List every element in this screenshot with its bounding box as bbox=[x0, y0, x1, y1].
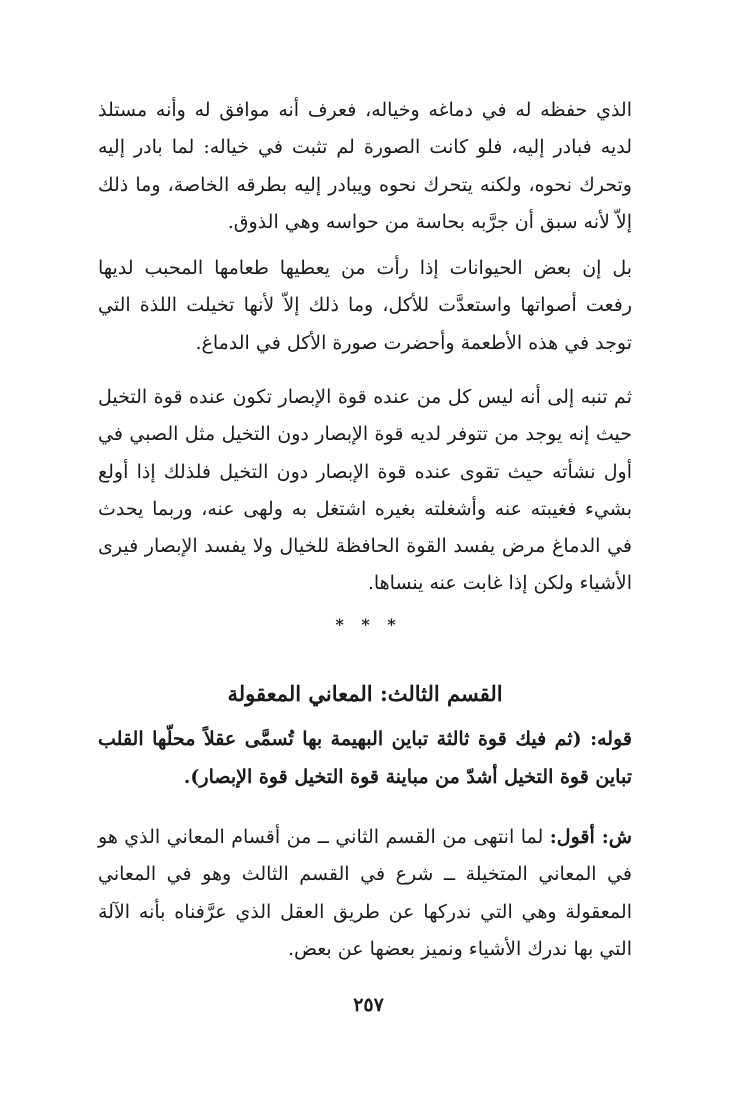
body-paragraph-1 bbox=[98, 92, 632, 241]
commentary-paragraph bbox=[98, 819, 632, 968]
section-separator: * * * bbox=[335, 615, 402, 634]
quoted-text: قوله: (ثم فيك قوة ثالثة تباين البهيمة بها تُسمَّى عقلاً محلّها القلب تباين قوة التخيل أشدّ من مباينة قوة التخيل قوة الإبصار). bbox=[98, 728, 632, 788]
paragraph-text: ثم تنبه إلى أنه ليس كل من عنده قوة الإبصار تكون عنده قوة التخيل حيث إنه يوجد من تتوفر لديه قوة الإبصار دون التخيل مثل الصبي في أول نشأته حيث تقوى عنده قوة الإبصار دون التخيل فلذلك إذا أولع بشيء فغيبته عنه وأشغلته بغيره اشتغل به ولهى عنه، وربما يحدث في الدماغ مرض يفسد القوة الحافظة للخيال ولا يفسد الإبصار فيرى الأشياء ولكن إذا غابت عنه ينساها. bbox=[98, 386, 632, 595]
paragraph-text: بل إن بعض الحيوانات إذا رأت من يعطيها طعامها المحبب لديها رفعت أصواتها واستعدَّت للأكل، وما ذلك إلاّ لأنها تخيلت اللذة التي توجد في هذه الأطعمة وأحضرت صورة الأكل في الدماغ. bbox=[98, 257, 632, 354]
commentary-text: لما انتهى من القسم الثاني ــ من أقسام المعاني الذي هو في المعاني المتخيلة ــ شرع في القسم الثالث وهو في المعاني المعقولة وهي التي ندركها عن طريق العقل الذي عرَّفناه بأنه الآلة التي بها ندرك الأشياء ونميز بعضها عن بعض. bbox=[98, 826, 632, 960]
section-heading: القسم الثالث: المعاني المعقولة bbox=[227, 681, 503, 706]
commentary-lead: ش: أقول: bbox=[549, 826, 632, 848]
body-paragraph-3 bbox=[98, 379, 632, 603]
body-paragraph-2 bbox=[98, 250, 632, 362]
paragraph-text: الذي حفظه له في دماغه وخياله، فعرف أنه موافق له وأنه مستلذ لديه فبادر إليه، فلو كانت الصورة لم تثبت في خياله: لما بادر إليه وتحرك نحوه، ولكنه يتحرك نحوه ويبادر إليه بطرقه الخاصة، وما ذلك إلاّ لأنه سبق أن جرَّبه بحاسة من حواسه وهي الذوق. bbox=[98, 99, 632, 233]
page-number: ٢٥٧ bbox=[353, 994, 384, 1016]
